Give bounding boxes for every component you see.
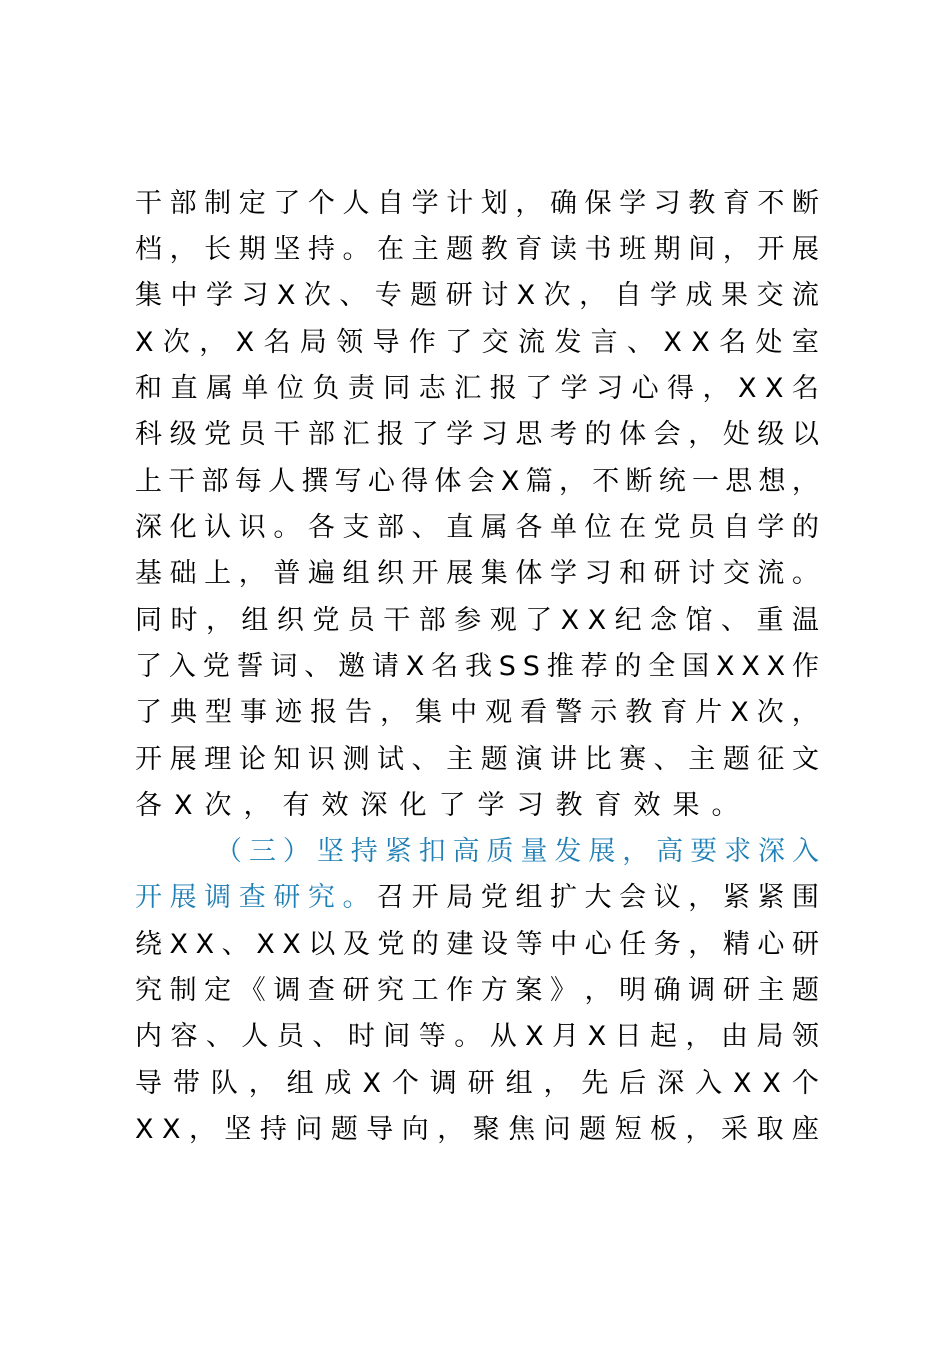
body-line: 导 带 队 ， 组 成 X 个 调 研 组 ， 先 后 深 入 X X 个	[135, 1068, 819, 1099]
body-line: 开 展 理 论 知 识 测 试 、 主 题 演 讲 比 赛 、 主 题 征 文	[135, 744, 819, 775]
body-line: 同 时 ， 组 织 党 员 干 部 参 观 了 X X 纪 念 馆 、 重 温	[135, 605, 819, 636]
body-line: 集 中 学 习 X 次 、 专 题 研 讨 X 次 ， 自 学 成 果 交 流	[135, 280, 819, 311]
body-line: 了 入 党 誓 词 、 邀 请 X 名 我 S S 推 荐 的 全 国 X X X 作	[135, 651, 819, 682]
body-line: 究 制 定 《 调 查 研 究 工 作 方 案 》 ， 明 确 调 研 主 题	[135, 975, 819, 1006]
body-line: 科 级 党 员 干 部 汇 报 了 学 习 思 考 的 体 会 ， 处 级 以	[135, 419, 819, 450]
body-line: 和 直 属 单 位 负 责 同 志 汇 报 了 学 习 心 得 ， X X 名	[135, 373, 819, 404]
body-line: 绕 X X 、 X X 以 及 党 的 建 设 等 中 心 任 务 ， 精 心 研	[135, 929, 819, 960]
body-line: X 次 ， X 名 局 领 导 作 了 交 流 发 言 、 X X 名 处 室	[135, 327, 819, 358]
body-line: 基 础 上 ， 普 遍 组 织 开 展 集 体 学 习 和 研 讨 交 流 。	[135, 558, 819, 589]
section-heading: （ 三 ） 坚 持 紧 扣 高 质 量 发 展 ， 高 要 求 深 入	[215, 836, 819, 867]
body-line: 深 化 认 识 。 各 支 部 、 直 属 各 单 位 在 党 员 自 学 的	[135, 512, 819, 543]
body-line: 干 部 制 定 了 个 人 自 学 计 划 ， 确 保 学 习 教 育 不 断	[135, 188, 819, 219]
body-line: 了 典 型 事 迹 报 告 ， 集 中 观 看 警 示 教 育 片 X 次 ，	[135, 697, 819, 728]
body-line: 内 容 、 人 员 、 时 间 等 。 从 X 月 X 日 起 ， 由 局 领	[135, 1021, 819, 1052]
body-line: 档 ， 长 期 坚 持 。 在 主 题 教 育 读 书 班 期 间 ， 开 展	[135, 234, 819, 265]
body-line: X X ， 坚 持 问 题 导 向 ， 聚 焦 问 题 短 板 ， 采 取 座	[135, 1114, 819, 1145]
section-heading-continued-line: 开 展 调 查 研 究 。 召 开 局 党 组 扩 大 会 议 ， 紧 紧 围	[135, 882, 819, 913]
body-line: 各X次，有效深化了学习教育效果。	[135, 790, 751, 821]
body-line: 上 干 部 每 人 撰 写 心 得 体 会 X 篇 ， 不 断 统 一 思 想 ，	[135, 466, 819, 497]
